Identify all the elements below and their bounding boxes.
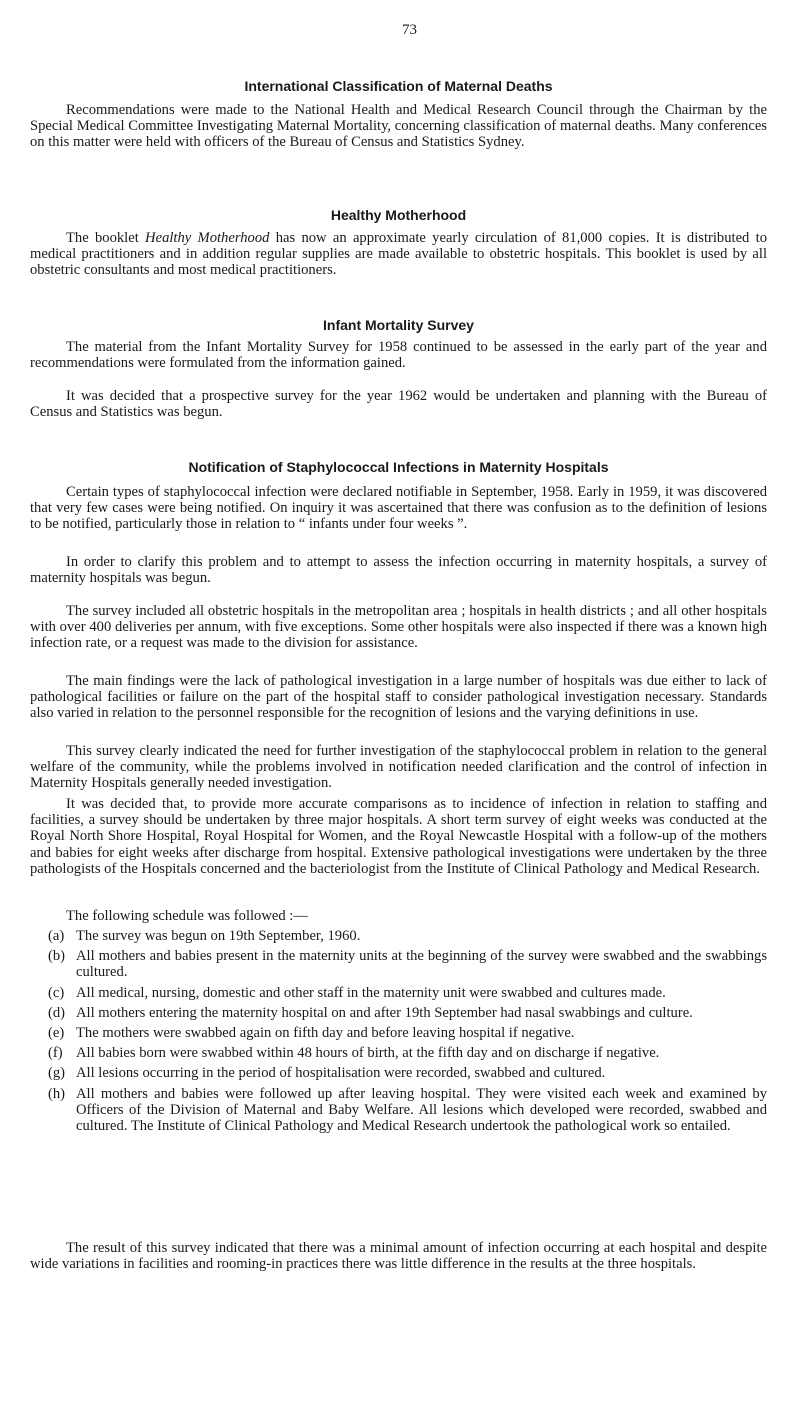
booklet-text-pre: The booklet	[66, 230, 146, 246]
schedule-item	[48, 1005, 767, 1021]
schedule-item-text: The survey was begun on 19th September, 1960.	[76, 928, 361, 944]
schedule-item-letter: (e)	[48, 1025, 65, 1042]
schedule-item	[48, 948, 767, 980]
schedule-item	[48, 1086, 767, 1135]
schedule-item-letter: (f)	[48, 1045, 63, 1062]
schedule-item-text: All mothers and babies were followed up after leaving hospital. They were visited each week and examined by Officers of the Division of Maternal and Baby Welfare. All lesions which developed were recorded, swabbed and cultured. The Institute of Clinical Pathology and Medical Research undertook the pathological work so entailed.	[76, 1085, 767, 1135]
paragraph-staph-1: Certain types of staphylococcal infection were declared notifiable in September, 1958. Early in 1959, it was discovered that very few cases were being notified. On inquiry it was ascertained that there was confusion as to the definition of lesions to be notified, particularly those in relation to “ infants under four weeks ”.	[30, 484, 767, 533]
heading-healthy-motherhood: Healthy Motherhood	[330, 207, 467, 223]
schedule-item	[48, 1025, 767, 1041]
booklet-text-post: has now an approximate yearly circulation of 81,000 copies. It is distributed to medical practitioners and in addition regular supplies are made available to obstetric hospitals. This booklet is used by all obstetric consultants and most medical practitioners.	[30, 230, 767, 279]
paragraph-staph-5: This survey clearly indicated the need for further investigation of the staphylococcal problem in relation to the general welfare of the community, while the problems involved in notification needed clarification and the control of infection in Maternity Hospitals generally needed investigation.	[30, 743, 767, 792]
booklet-title: Healthy Motherhood	[145, 230, 270, 246]
schedule-item	[48, 1065, 767, 1081]
schedule-intro: The following schedule was followed :—	[66, 908, 308, 924]
schedule-item-text: All lesions occurring in the period of hospitalisation were recorded, swabbed and cultured.	[76, 1065, 606, 1082]
schedule-item	[48, 928, 767, 944]
paragraph-staph-conclusion: The result of this survey indicated that there was a minimal amount of infection occurring at each hospital and despite wide variations in facilities and rooming-in practices there was little difference in the results at the three hospitals.	[30, 1240, 767, 1273]
heading-staphylococcal-notification: Notification of Staphylococcal Infections in Maternity Hospitals	[188, 459, 609, 475]
schedule-item-text: All mothers entering the maternity hospital on and after 19th September had nasal swabbings and culture.	[76, 1004, 693, 1021]
paragraph-staph-6: It was decided that, to provide more accurate comparisons as to incidence of infection in relation to staffing and facilities, a survey should be undertaken by three major hospitals. A short term survey of eight weeks was conducted at the Royal North Shore Hospital, Royal Hospital for Women, and the Royal Newcastle Hospital with a follow-up of the mothers and babies for eight weeks after discharge from hospital. Extensive pathological investigations were undertaken by the three pathologists of the Hospitals concerned and the bacteriologist from the Institute of Clinical Pathology and Medical Research.	[30, 796, 767, 877]
paragraph-infant-mortality-1: The material from the Infant Mortality Survey for 1958 continued to be assessed in the early part of the year and recommendations were formulated from the information gained.	[30, 339, 767, 372]
paragraph-staph-4: The main findings were the lack of pathological investigation in a large number of hospitals was due either to lack of pathological facilities or failure on the part of the hospital staff to consider pathological investigation necessary. Standards also varied in relation to the personnel responsible for the recognition of lesions and the varying definitions in use.	[30, 673, 767, 722]
schedule-item-text: All mothers and babies present in the maternity units at the beginning of the survey were swabbed and the swabbings cultured.	[76, 948, 767, 981]
paragraph-healthy-motherhood	[30, 230, 767, 279]
schedule-item-letter: (a)	[48, 928, 65, 944]
paragraph-infant-mortality-2: It was decided that a prospective survey for the year 1962 would be undertaken and planning with the Bureau of Census and Statistics was begun.	[30, 388, 767, 421]
schedule-item-text: All medical, nursing, domestic and other staff in the maternity unit were swabbed and cultures made.	[76, 984, 666, 1001]
schedule-item-letter: (c)	[48, 984, 65, 1001]
schedule-item-text: All babies born were swabbed within 48 hours of birth, at the fifth day and on discharge if negative.	[76, 1045, 660, 1062]
heading-infant-mortality-survey: Infant Mortality Survey	[323, 317, 474, 333]
schedule-item-letter: (d)	[48, 1004, 66, 1021]
paragraph-classification: Recommendations were made to the National Health and Medical Research Council through the Chairman by the Special Medical Committee Investigating Maternal Mortality, concerning classification of maternal deaths. Many conferences on this matter were held with officers of the Bureau of Census and Statistics Sydney.	[30, 102, 767, 151]
schedule-list	[48, 928, 767, 1138]
schedule-item-letter: (b)	[48, 948, 66, 965]
schedule-item-text: The mothers were swabbed again on fifth day and before leaving hospital if negative.	[76, 1025, 575, 1042]
paragraph-staph-3: The survey included all obstetric hospitals in the metropolitan area ; hospitals in health districts ; and all other hospitals with over 400 deliveries per annum, with five exceptions. Some other hospitals were also inspected if there was a known high infection rate, or a request was made to the division for assistance.	[30, 603, 767, 652]
heading-international-classification: International Classification of Maternal Deaths	[244, 78, 553, 94]
schedule-item-letter: (g)	[48, 1065, 66, 1082]
schedule-item	[48, 985, 767, 1001]
schedule-item-letter: (h)	[48, 1085, 66, 1102]
schedule-item	[48, 1045, 767, 1061]
page-number: 73	[402, 22, 417, 38]
paragraph-staph-2: In order to clarify this problem and to attempt to assess the infection occurring in maternity hospitals, a survey of maternity hospitals was begun.	[30, 554, 767, 587]
